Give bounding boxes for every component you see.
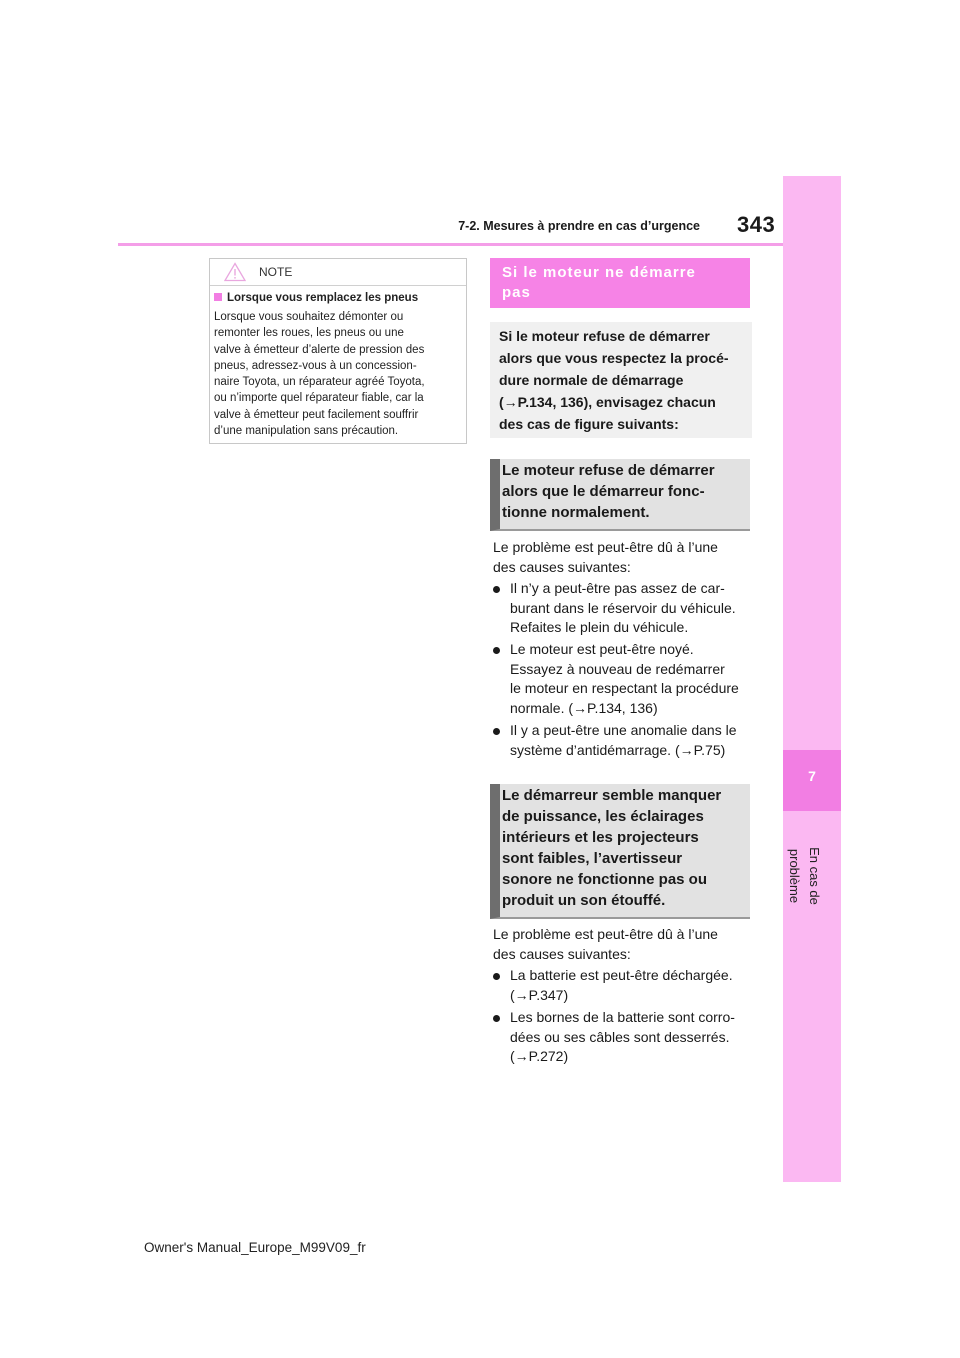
chapter-label: En cas de problème [787,847,822,905]
case1-bullet-2: Le moteur est peut-être noyé. Essayez à nouveau de redémarrer le moteur en respectant la procédure normale. (→P.134, 136) [493,640,755,719]
note-label: NOTE [259,265,293,279]
section-header: Si le moteur ne démarre pas [490,258,750,308]
footer-manual-id: Owner's Manual_Europe_M99V09_fr [144,1240,366,1255]
case2-heading: Le démarreur semble manquer de puissance, les éclairages intérieurs et les projecteurs sont faibles, l’avertisseur sonore ne fonctionne pas ou produit un son étouffé. [490,784,750,919]
bullet-icon [493,973,500,980]
bullet-icon [493,728,500,735]
note-line: ou n’importe quel réparateur fiable, car la [214,392,424,405]
pink-square-icon [214,293,222,301]
note-divider [210,285,466,286]
case1-bullet-1: Il n’y a peut-être pas assez de car- burant dans le réservoir du véhicule. Refaites le plein du véhicule. [493,579,755,638]
case2-bullet-2: Les bornes de la batterie sont corro- dées ou ses câbles sont desserrés. (→P.272) [493,1008,755,1067]
note-line: d’une manipulation sans précaution. [214,425,399,438]
bullet-icon [493,586,500,593]
note-body [214,309,462,439]
note-line: pneus, adressez-vous à un concession- [214,359,417,372]
note-line: valve à émetteur peut facilement souffrir [214,408,419,421]
bullet-icon [493,1015,500,1022]
intro-box: Si le moteur refuse de démarrer alors que vous respectez la procé- dure normale de démarrage (→P.134, 136), envisagez chacun des cas de figure suivants: [490,322,752,438]
chapter-side-tab [783,176,841,1182]
page-number: 343 [737,212,776,237]
case1-intro: Le problème est peut-être dû à l’une des causes suivantes: [493,539,718,575]
header-rule [118,243,783,246]
note-line: remonter les roues, les pneus ou une [214,327,404,340]
chapter-number: 7 [808,768,816,784]
note-line: valve à émetteur d’alerte de pression des [214,343,425,356]
section-title: 7-2. Mesures à prendre en cas d’urgence [458,219,700,233]
case1-heading: Le moteur refuse de démarrer alors que le démarreur fonc- tionne normalement. [490,459,750,531]
case2-bullet-1: La batterie est peut-être déchargée. (→P.347) [493,966,755,1005]
warning-triangle-icon [224,262,246,282]
note-heading: Lorsque vous remplacez les pneus [214,292,418,304]
case2-intro: Le problème est peut-être dû à l’une des causes suivantes: [493,926,718,962]
note-line: Lorsque vous souhaitez démonter ou [214,311,404,323]
note-line: naire Toyota, un réparateur agréé Toyota, [214,376,425,389]
case1-bullet-3: Il y a peut-être une anomalie dans le système d’antidémarrage. (→P.75) [493,721,755,760]
bullet-icon [493,647,500,654]
